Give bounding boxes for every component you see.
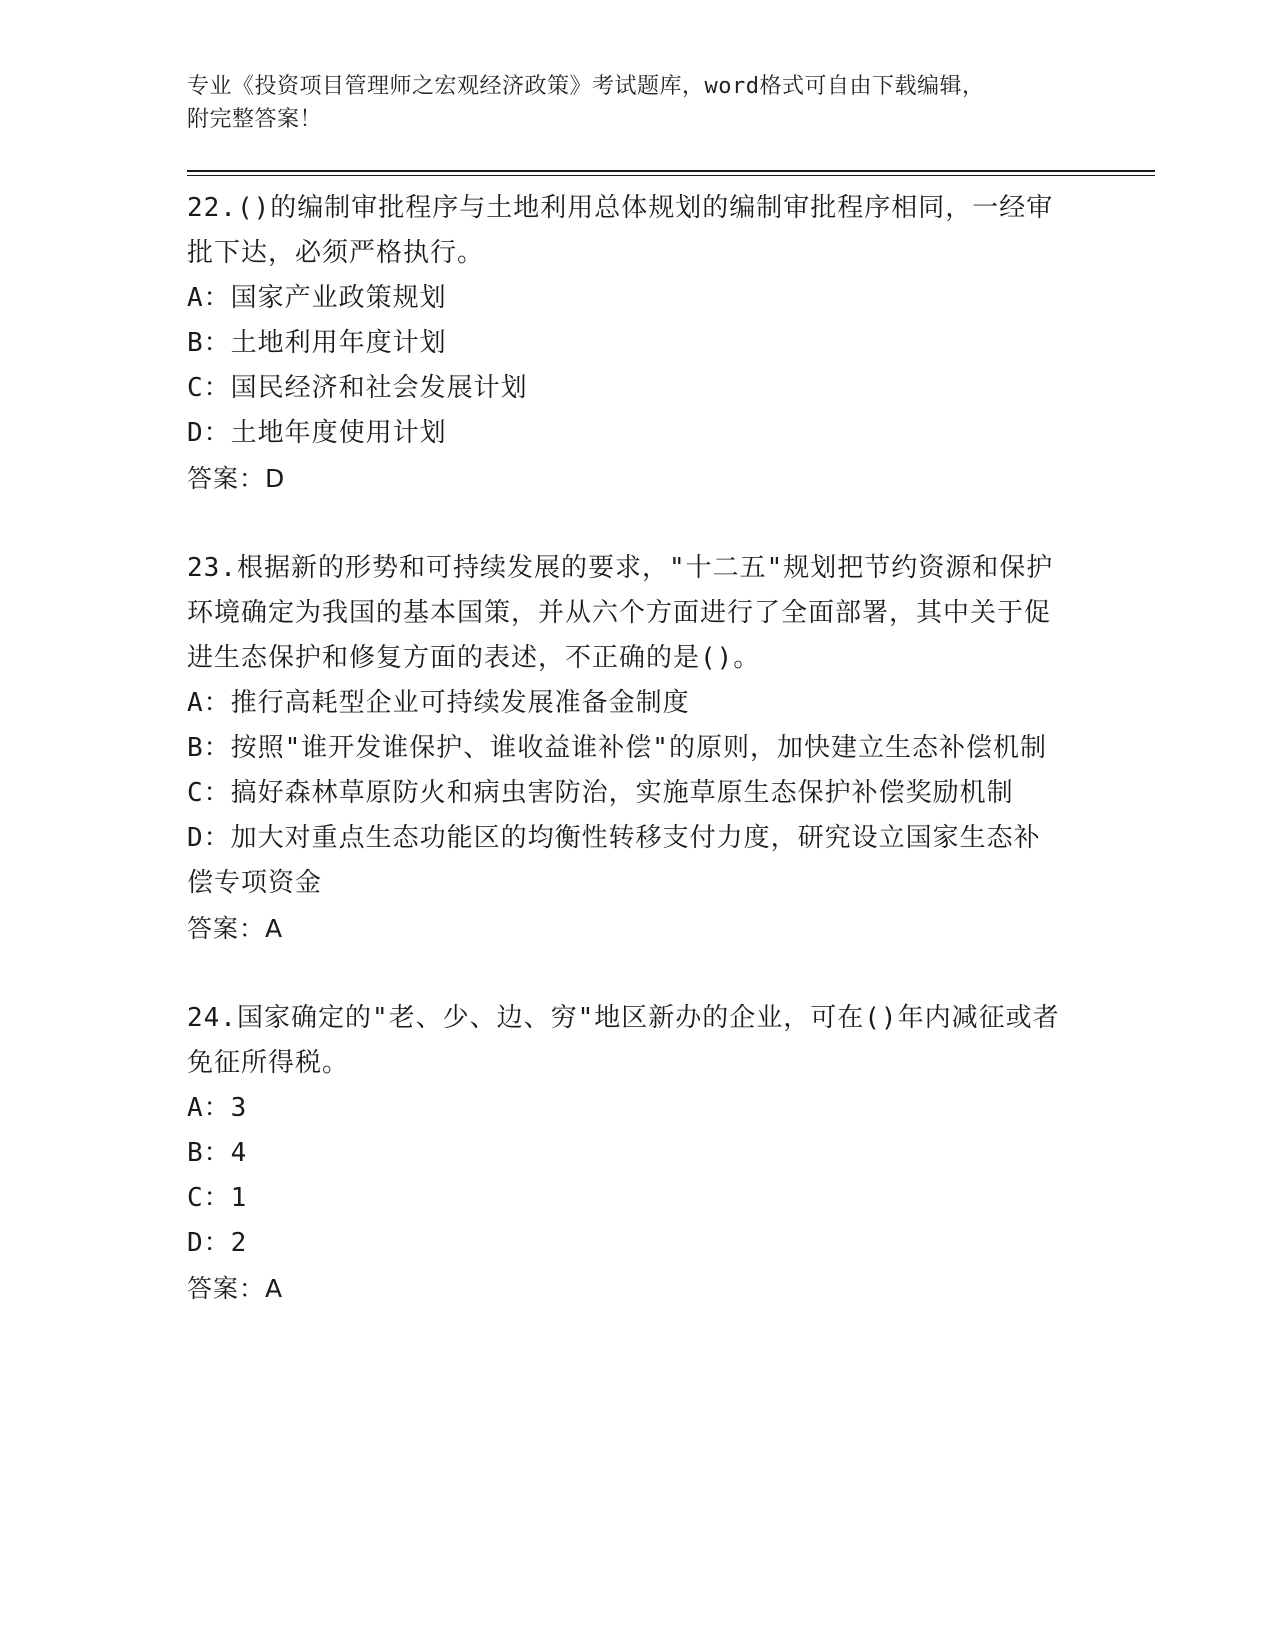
question-23 xyxy=(187,546,1067,951)
option-a: A：3 xyxy=(187,1093,248,1123)
header-line-2: 附完整答案！ xyxy=(187,107,323,132)
document-header xyxy=(187,70,1155,136)
option-a: A：推行高耗型企业可持续发展准备金制度 xyxy=(187,688,690,718)
option-d: D：土地年度使用计划 xyxy=(187,418,447,448)
option-a: A：国家产业政策规划 xyxy=(187,283,447,313)
question-stem: 22.()的编制审批程序与土地利用总体规划的编制审批程序相同，一经审批下达，必须严格执行。 xyxy=(187,193,1054,268)
option-b: B：4 xyxy=(187,1138,248,1168)
question-24 xyxy=(187,996,1067,1311)
header-line-1: 专业《投资项目管理师之宏观经济政策》考试题库，word格式可自由下载编辑， xyxy=(187,74,985,99)
question-22 xyxy=(187,186,1067,501)
question-stem: 24.国家确定的"老、少、边、穷"地区新办的企业，可在()年内减征或者免征所得税。 xyxy=(187,1003,1060,1078)
option-b: B：按照"谁开发谁保护、谁收益谁补偿"的原则，加快建立生态补偿机制 xyxy=(187,733,1047,763)
answer-line: 答案：A xyxy=(187,914,284,943)
answer-line: 答案：A xyxy=(187,1274,284,1303)
question-spacer xyxy=(187,951,1155,996)
option-d: D：2 xyxy=(187,1228,248,1258)
option-c: C：1 xyxy=(187,1183,248,1213)
option-c: C：搞好森林草原防火和病虫害防治，实施草原生态保护补偿奖励机制 xyxy=(187,778,1014,808)
question-spacer xyxy=(187,501,1155,546)
document-page xyxy=(187,70,1155,1311)
option-b: B：土地利用年度计划 xyxy=(187,328,447,358)
question-stem: 23.根据新的形势和可持续发展的要求，"十二五"规划把节约资源和保护环境确定为我国的基本国策，并从六个方面进行了全面部署，其中关于促进生态保护和修复方面的表述，不正确的是()。 xyxy=(187,553,1054,673)
header-divider-thick xyxy=(187,170,1155,172)
option-c: C：国民经济和社会发展计划 xyxy=(187,373,528,403)
answer-line: 答案：D xyxy=(187,464,286,493)
option-d: D：加大对重点生态功能区的均衡性转移支付力度，研究设立国家生态补偿专项资金 xyxy=(187,823,1041,898)
header-divider-thin xyxy=(187,175,1155,176)
